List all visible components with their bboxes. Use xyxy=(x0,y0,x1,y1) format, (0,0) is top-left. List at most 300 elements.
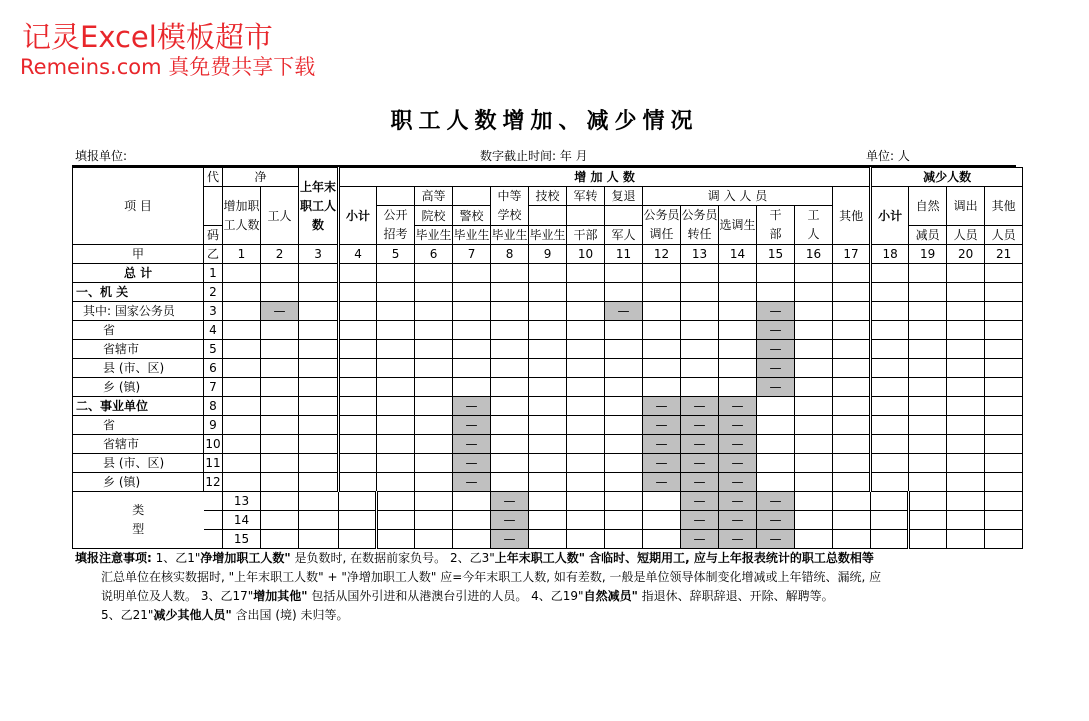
data-cell[interactable] xyxy=(909,530,947,549)
data-cell[interactable] xyxy=(909,435,947,454)
data-cell[interactable] xyxy=(453,378,491,397)
data-cell[interactable] xyxy=(339,530,377,549)
data-cell[interactable] xyxy=(377,264,415,283)
data-cell[interactable] xyxy=(605,340,643,359)
data-cell[interactable] xyxy=(605,492,643,511)
data-cell[interactable] xyxy=(833,416,871,435)
data-cell[interactable] xyxy=(415,492,453,511)
data-cell[interactable] xyxy=(261,511,299,530)
data-cell[interactable] xyxy=(261,435,299,454)
data-cell[interactable] xyxy=(299,473,339,492)
data-cell[interactable] xyxy=(339,454,377,473)
data-cell[interactable] xyxy=(985,359,1023,378)
data-cell[interactable] xyxy=(529,530,567,549)
data-cell[interactable] xyxy=(795,511,833,530)
data-cell[interactable] xyxy=(299,397,339,416)
data-cell[interactable] xyxy=(377,435,415,454)
data-cell[interactable] xyxy=(415,416,453,435)
data-cell[interactable] xyxy=(947,454,985,473)
data-cell[interactable] xyxy=(833,359,871,378)
data-cell[interactable] xyxy=(491,283,529,302)
data-cell[interactable] xyxy=(985,492,1023,511)
data-cell[interactable] xyxy=(757,283,795,302)
data-cell[interactable] xyxy=(871,397,909,416)
data-cell[interactable] xyxy=(299,511,339,530)
data-cell[interactable] xyxy=(909,397,947,416)
data-cell[interactable] xyxy=(605,530,643,549)
data-cell[interactable] xyxy=(833,378,871,397)
header-cadre: 干 部 xyxy=(757,206,795,245)
data-cell[interactable] xyxy=(909,492,947,511)
data-cell: — xyxy=(681,473,719,492)
data-cell[interactable] xyxy=(339,397,377,416)
data-cell[interactable] xyxy=(415,454,453,473)
data-cell[interactable] xyxy=(299,530,339,549)
column-number: 8 xyxy=(491,245,529,264)
data-cell[interactable] xyxy=(339,492,377,511)
data-cell[interactable] xyxy=(871,416,909,435)
data-cell[interactable] xyxy=(985,397,1023,416)
data-cell[interactable] xyxy=(567,283,605,302)
data-cell[interactable] xyxy=(453,283,491,302)
data-cell[interactable] xyxy=(795,530,833,549)
data-cell[interactable] xyxy=(643,302,681,321)
header-civil-change: 公务员 转任 xyxy=(681,206,719,245)
data-cell[interactable] xyxy=(567,264,605,283)
data-cell[interactable] xyxy=(985,378,1023,397)
data-cell[interactable] xyxy=(453,511,491,530)
data-cell[interactable] xyxy=(833,435,871,454)
data-cell[interactable] xyxy=(453,321,491,340)
data-cell[interactable] xyxy=(529,492,567,511)
data-cell[interactable] xyxy=(605,454,643,473)
table-row xyxy=(73,473,1023,492)
data-cell[interactable] xyxy=(453,302,491,321)
data-cell[interactable] xyxy=(947,435,985,454)
data-cell[interactable] xyxy=(299,321,339,340)
data-cell[interactable] xyxy=(795,454,833,473)
row-yi: 乙 xyxy=(204,245,223,264)
data-cell[interactable] xyxy=(719,283,757,302)
header-secondary-bottom: 毕业生 xyxy=(491,226,529,245)
data-cell[interactable] xyxy=(605,511,643,530)
data-cell: — xyxy=(261,302,299,321)
data-cell[interactable] xyxy=(643,492,681,511)
data-cell[interactable] xyxy=(377,473,415,492)
data-cell[interactable] xyxy=(567,321,605,340)
data-cell[interactable] xyxy=(529,283,567,302)
data-cell[interactable] xyxy=(261,397,299,416)
data-cell[interactable] xyxy=(605,283,643,302)
data-cell[interactable] xyxy=(947,340,985,359)
data-cell[interactable] xyxy=(261,454,299,473)
data-cell[interactable] xyxy=(377,492,415,511)
data-cell[interactable] xyxy=(871,321,909,340)
data-cell[interactable] xyxy=(757,264,795,283)
data-cell[interactable] xyxy=(529,264,567,283)
data-cell[interactable] xyxy=(795,283,833,302)
data-cell[interactable] xyxy=(415,359,453,378)
data-cell[interactable] xyxy=(567,359,605,378)
data-cell[interactable] xyxy=(339,264,377,283)
data-cell[interactable] xyxy=(491,378,529,397)
data-cell[interactable] xyxy=(261,473,299,492)
data-cell[interactable] xyxy=(529,454,567,473)
data-cell[interactable] xyxy=(833,283,871,302)
data-cell[interactable] xyxy=(871,378,909,397)
data-cell[interactable] xyxy=(491,473,529,492)
data-cell[interactable] xyxy=(223,340,261,359)
data-cell[interactable] xyxy=(453,264,491,283)
data-cell[interactable] xyxy=(909,416,947,435)
data-cell[interactable] xyxy=(223,359,261,378)
data-cell[interactable] xyxy=(567,530,605,549)
staff-change-table xyxy=(72,167,1023,549)
data-cell[interactable] xyxy=(299,416,339,435)
data-cell: — xyxy=(453,416,491,435)
data-cell[interactable] xyxy=(261,264,299,283)
data-cell[interactable] xyxy=(605,359,643,378)
data-cell[interactable] xyxy=(415,283,453,302)
data-cell[interactable] xyxy=(377,397,415,416)
data-cell[interactable] xyxy=(261,321,299,340)
data-cell[interactable] xyxy=(985,416,1023,435)
data-cell[interactable] xyxy=(985,340,1023,359)
data-cell[interactable] xyxy=(757,473,795,492)
data-cell[interactable] xyxy=(871,435,909,454)
data-cell[interactable] xyxy=(947,492,985,511)
data-cell[interactable] xyxy=(643,340,681,359)
data-cell[interactable] xyxy=(795,340,833,359)
data-cell[interactable] xyxy=(871,302,909,321)
data-cell[interactable] xyxy=(985,264,1023,283)
data-cell[interactable] xyxy=(453,530,491,549)
data-cell[interactable] xyxy=(415,473,453,492)
data-cell[interactable] xyxy=(377,378,415,397)
data-cell[interactable] xyxy=(985,321,1023,340)
data-cell[interactable] xyxy=(415,511,453,530)
data-cell[interactable] xyxy=(415,378,453,397)
data-cell[interactable] xyxy=(223,264,261,283)
data-cell[interactable] xyxy=(339,473,377,492)
data-cell[interactable] xyxy=(605,321,643,340)
data-cell[interactable] xyxy=(377,302,415,321)
data-cell[interactable] xyxy=(871,264,909,283)
data-cell[interactable] xyxy=(681,340,719,359)
data-cell[interactable] xyxy=(299,283,339,302)
data-cell[interactable] xyxy=(339,321,377,340)
data-cell[interactable] xyxy=(643,283,681,302)
data-cell[interactable] xyxy=(567,378,605,397)
row-code: 8 xyxy=(204,397,223,416)
data-cell[interactable] xyxy=(339,435,377,454)
data-cell[interactable] xyxy=(223,397,261,416)
watermark-site: Remeins.com 真免费共享下载 xyxy=(20,55,316,79)
data-cell[interactable] xyxy=(415,435,453,454)
data-cell[interactable] xyxy=(947,378,985,397)
data-cell[interactable] xyxy=(871,454,909,473)
data-cell[interactable] xyxy=(909,264,947,283)
data-cell[interactable] xyxy=(795,264,833,283)
data-cell[interactable] xyxy=(453,359,491,378)
data-cell[interactable] xyxy=(947,283,985,302)
data-cell[interactable] xyxy=(223,321,261,340)
data-cell[interactable] xyxy=(833,340,871,359)
data-cell[interactable] xyxy=(871,511,909,530)
data-cell[interactable] xyxy=(261,492,299,511)
data-cell[interactable] xyxy=(909,454,947,473)
data-cell[interactable] xyxy=(605,416,643,435)
data-cell[interactable] xyxy=(643,359,681,378)
data-cell[interactable] xyxy=(415,397,453,416)
data-cell: — xyxy=(757,511,795,530)
data-cell[interactable] xyxy=(377,359,415,378)
data-cell[interactable] xyxy=(719,321,757,340)
data-cell[interactable] xyxy=(871,530,909,549)
data-cell[interactable] xyxy=(529,397,567,416)
data-cell[interactable] xyxy=(833,454,871,473)
data-cell[interactable] xyxy=(415,530,453,549)
data-cell[interactable] xyxy=(757,435,795,454)
data-cell[interactable] xyxy=(529,416,567,435)
data-cell[interactable] xyxy=(909,473,947,492)
data-cell[interactable] xyxy=(757,397,795,416)
data-cell[interactable] xyxy=(261,283,299,302)
data-cell[interactable] xyxy=(529,321,567,340)
data-cell[interactable] xyxy=(719,302,757,321)
data-cell[interactable] xyxy=(833,397,871,416)
data-cell[interactable] xyxy=(681,283,719,302)
data-cell[interactable] xyxy=(719,340,757,359)
table-row xyxy=(73,530,1023,549)
data-cell[interactable] xyxy=(415,321,453,340)
data-cell[interactable] xyxy=(567,340,605,359)
data-cell[interactable] xyxy=(529,473,567,492)
data-cell[interactable] xyxy=(261,530,299,549)
data-cell[interactable] xyxy=(909,511,947,530)
data-cell[interactable] xyxy=(985,435,1023,454)
data-cell[interactable] xyxy=(795,397,833,416)
data-cell[interactable] xyxy=(985,302,1023,321)
data-cell[interactable] xyxy=(833,302,871,321)
data-cell[interactable] xyxy=(833,530,871,549)
data-cell[interactable] xyxy=(833,473,871,492)
data-cell[interactable] xyxy=(947,321,985,340)
data-cell[interactable] xyxy=(377,340,415,359)
data-cell[interactable] xyxy=(491,397,529,416)
data-cell[interactable] xyxy=(681,264,719,283)
data-cell[interactable] xyxy=(719,378,757,397)
data-cell[interactable] xyxy=(491,435,529,454)
data-cell[interactable] xyxy=(833,511,871,530)
data-cell[interactable] xyxy=(985,530,1023,549)
data-cell[interactable] xyxy=(339,283,377,302)
header-last-year: 上年末职工人数 xyxy=(299,168,339,245)
data-cell[interactable] xyxy=(947,397,985,416)
data-cell[interactable] xyxy=(415,302,453,321)
data-cell[interactable] xyxy=(681,321,719,340)
data-cell: — xyxy=(681,530,719,549)
data-cell[interactable] xyxy=(719,264,757,283)
data-cell[interactable] xyxy=(567,435,605,454)
data-cell[interactable] xyxy=(567,302,605,321)
header-tech-bottom: 毕业生 xyxy=(529,226,567,245)
data-cell[interactable] xyxy=(415,264,453,283)
data-cell[interactable] xyxy=(947,473,985,492)
data-cell[interactable] xyxy=(757,416,795,435)
data-cell[interactable] xyxy=(299,378,339,397)
data-cell[interactable] xyxy=(795,378,833,397)
data-cell[interactable] xyxy=(833,264,871,283)
data-cell[interactable] xyxy=(871,340,909,359)
data-cell[interactable] xyxy=(643,530,681,549)
row-label: 县 (市、区) xyxy=(73,454,204,473)
data-cell[interactable] xyxy=(567,397,605,416)
data-cell[interactable] xyxy=(299,454,339,473)
data-cell[interactable] xyxy=(643,378,681,397)
data-cell[interactable] xyxy=(795,473,833,492)
data-cell[interactable] xyxy=(491,416,529,435)
data-cell[interactable] xyxy=(377,511,415,530)
data-cell[interactable] xyxy=(681,302,719,321)
data-cell[interactable] xyxy=(909,302,947,321)
data-cell[interactable] xyxy=(643,264,681,283)
data-cell[interactable] xyxy=(223,283,261,302)
data-cell[interactable] xyxy=(567,511,605,530)
data-cell[interactable] xyxy=(491,359,529,378)
data-cell[interactable] xyxy=(339,340,377,359)
data-cell[interactable] xyxy=(529,435,567,454)
data-cell[interactable] xyxy=(261,416,299,435)
data-cell: — xyxy=(453,454,491,473)
data-cell[interactable] xyxy=(605,435,643,454)
data-cell[interactable] xyxy=(909,378,947,397)
data-cell[interactable] xyxy=(871,283,909,302)
data-cell[interactable] xyxy=(529,511,567,530)
column-number: 1 xyxy=(223,245,261,264)
data-cell[interactable] xyxy=(795,435,833,454)
data-cell[interactable] xyxy=(605,397,643,416)
data-cell[interactable] xyxy=(567,492,605,511)
data-cell[interactable] xyxy=(833,492,871,511)
data-cell[interactable] xyxy=(299,435,339,454)
data-cell[interactable] xyxy=(795,492,833,511)
data-cell[interactable] xyxy=(377,321,415,340)
data-cell[interactable] xyxy=(681,359,719,378)
data-cell[interactable] xyxy=(529,378,567,397)
data-cell[interactable] xyxy=(871,359,909,378)
data-cell[interactable] xyxy=(985,283,1023,302)
data-cell[interactable] xyxy=(339,416,377,435)
data-cell[interactable] xyxy=(947,302,985,321)
data-cell[interactable] xyxy=(415,340,453,359)
column-number: 19 xyxy=(909,245,947,264)
data-cell[interactable] xyxy=(377,454,415,473)
data-cell[interactable] xyxy=(223,416,261,435)
table-row xyxy=(73,283,1023,302)
data-cell[interactable] xyxy=(871,473,909,492)
data-cell[interactable] xyxy=(491,321,529,340)
data-cell[interactable] xyxy=(339,302,377,321)
data-cell[interactable] xyxy=(833,321,871,340)
data-cell[interactable] xyxy=(529,302,567,321)
data-cell[interactable] xyxy=(299,359,339,378)
data-cell[interactable] xyxy=(605,378,643,397)
data-cell[interactable] xyxy=(339,378,377,397)
data-cell[interactable] xyxy=(223,435,261,454)
data-cell[interactable] xyxy=(643,321,681,340)
data-cell[interactable] xyxy=(299,492,339,511)
data-cell[interactable] xyxy=(339,359,377,378)
data-cell[interactable] xyxy=(567,473,605,492)
data-cell[interactable] xyxy=(491,454,529,473)
data-cell[interactable] xyxy=(529,359,567,378)
row-code: 13 xyxy=(223,492,261,511)
data-cell[interactable] xyxy=(681,378,719,397)
data-cell[interactable] xyxy=(453,340,491,359)
data-cell[interactable] xyxy=(567,416,605,435)
data-cell[interactable] xyxy=(643,511,681,530)
data-cell[interactable] xyxy=(299,302,339,321)
data-cell[interactable] xyxy=(491,302,529,321)
data-cell[interactable] xyxy=(223,302,261,321)
data-cell[interactable] xyxy=(491,264,529,283)
data-cell[interactable] xyxy=(871,492,909,511)
data-cell[interactable] xyxy=(491,340,529,359)
data-cell[interactable] xyxy=(377,530,415,549)
data-cell[interactable] xyxy=(377,416,415,435)
data-cell[interactable] xyxy=(795,302,833,321)
data-cell[interactable] xyxy=(795,321,833,340)
data-cell[interactable] xyxy=(339,511,377,530)
data-cell[interactable] xyxy=(605,473,643,492)
data-cell[interactable] xyxy=(909,340,947,359)
header-public-recruit: 公开 招考 xyxy=(377,206,415,245)
data-cell[interactable] xyxy=(947,530,985,549)
data-cell: — xyxy=(719,492,757,511)
data-cell[interactable] xyxy=(261,359,299,378)
data-cell[interactable] xyxy=(223,473,261,492)
data-cell[interactable] xyxy=(567,454,605,473)
data-cell[interactable] xyxy=(795,416,833,435)
data-cell[interactable] xyxy=(909,359,947,378)
data-cell[interactable] xyxy=(909,283,947,302)
data-cell[interactable] xyxy=(795,359,833,378)
unit-label: 单位: 人 xyxy=(866,149,910,163)
data-cell[interactable] xyxy=(529,340,567,359)
data-cell[interactable] xyxy=(909,321,947,340)
data-cell[interactable] xyxy=(223,378,261,397)
data-cell[interactable] xyxy=(947,264,985,283)
data-cell[interactable] xyxy=(947,511,985,530)
data-cell[interactable] xyxy=(261,340,299,359)
data-cell[interactable] xyxy=(299,264,339,283)
data-cell[interactable] xyxy=(719,359,757,378)
data-cell[interactable] xyxy=(985,511,1023,530)
data-cell[interactable] xyxy=(261,378,299,397)
data-cell[interactable] xyxy=(377,283,415,302)
data-cell[interactable] xyxy=(985,473,1023,492)
data-cell[interactable] xyxy=(985,454,1023,473)
data-cell[interactable] xyxy=(947,416,985,435)
data-cell[interactable] xyxy=(223,454,261,473)
data-cell[interactable] xyxy=(757,454,795,473)
data-cell[interactable] xyxy=(453,492,491,511)
header-college-bottom: 毕业生 xyxy=(415,226,453,245)
data-cell[interactable] xyxy=(605,264,643,283)
data-cell[interactable] xyxy=(947,359,985,378)
data-cell[interactable] xyxy=(299,340,339,359)
